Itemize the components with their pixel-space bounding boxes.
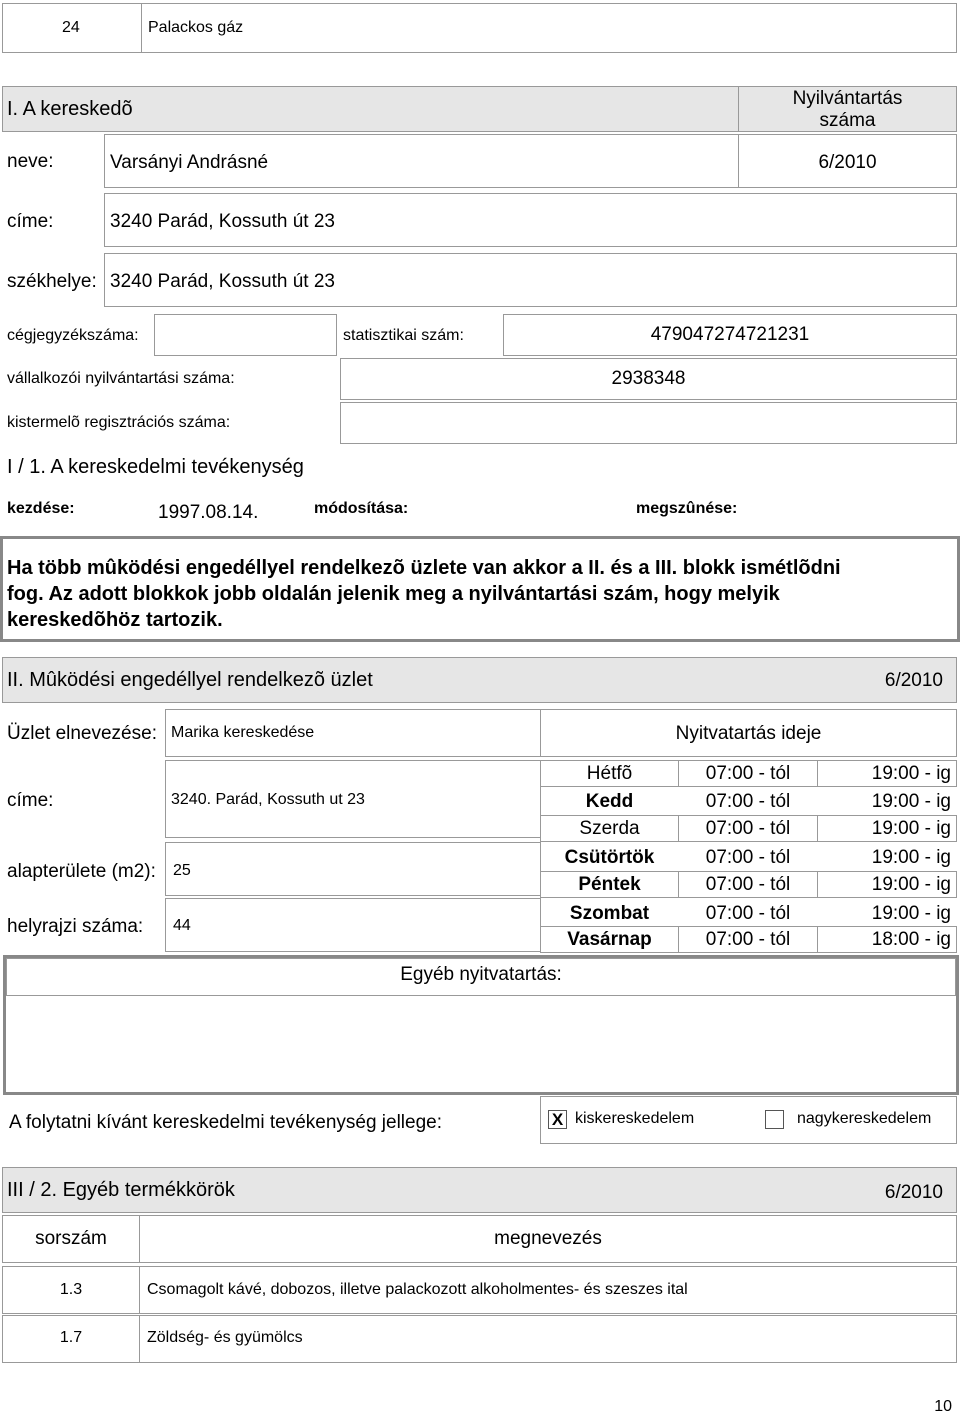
section3-reg-number: 6/2010: [884, 1182, 943, 1203]
section2-reg-number: 6/2010: [884, 670, 943, 691]
reg-number-label-2: száma: [819, 110, 876, 131]
hours-to: 19:00 - ig: [871, 818, 951, 839]
area-label: alapterülete (m2):: [7, 861, 156, 882]
hours-to: 19:00 - ig: [871, 791, 951, 812]
hours-day: Szombat: [569, 903, 650, 924]
hours-from: 07:00 - tól: [705, 847, 791, 868]
hours-from: 07:00 - tól: [705, 818, 791, 839]
shop-address-value: 3240. Parád, Kossuth ut 23: [171, 791, 365, 808]
smallholder-field: [340, 402, 957, 444]
hours-title: Nyitvatartás ideje: [675, 723, 822, 744]
area-field: [165, 842, 541, 896]
address-label: címe:: [7, 211, 54, 232]
shop-name-value: Marika kereskedése: [171, 724, 315, 741]
retail-label: kiskereskedelem: [575, 1110, 695, 1127]
address-value: 3240 Parád, Kossuth út 23: [110, 211, 335, 232]
hours-day: Csütörtök: [564, 847, 655, 868]
row-name: Csomagolt kávé, dobozos, illetve palackozott alkoholmentes- és szeszes ital: [147, 1281, 688, 1298]
area-value: 25: [173, 862, 191, 879]
page-number: 10: [934, 1398, 952, 1415]
company-reg-field: [154, 314, 337, 356]
shop-name-label: Üzlet elnevezése:: [7, 723, 157, 744]
hours-day: Péntek: [578, 874, 641, 895]
row-no: 1.7: [59, 1329, 83, 1346]
section1-1-title: I / 1. A kereskedelmi tevékenység: [7, 456, 304, 478]
name-value: Varsányi Andrásné: [110, 152, 269, 173]
stat-value: 479047274721231: [650, 324, 810, 345]
hours-to: 19:00 - ig: [871, 874, 951, 895]
name-label: neve:: [7, 151, 54, 172]
notice-line-2: fog. Az adott blokkok jobb oldalán jelenik meg a nyilvántartási szám, hogy melyik: [7, 583, 780, 605]
seat-label: székhelye:: [7, 271, 97, 292]
start-value: 1997.08.14.: [158, 502, 259, 523]
hours-day: Szerda: [579, 818, 640, 839]
reg-number-label-1: Nyilvántartás: [792, 88, 903, 109]
header-number: 24: [62, 19, 80, 36]
notice-line-3: kereskedõhöz tartozik.: [7, 609, 223, 631]
notice-line-1: Ha több mûködési engedéllyel rendelkezõ üzlete van akkor a II. és a III. blokk ismétlõdni: [7, 557, 841, 579]
plot-label: helyrajzi száma:: [7, 916, 144, 937]
start-label: kezdése:: [7, 500, 75, 517]
company-reg-label: cégjegyzékszáma:: [7, 327, 139, 344]
hours-day: Kedd: [585, 791, 634, 812]
end-label: megszûnése:: [636, 500, 738, 517]
seat-value: 3240 Parád, Kossuth út 23: [110, 271, 335, 292]
reg-number-value: 6/2010: [818, 152, 877, 173]
col-name-header: megnevezés: [494, 1228, 602, 1249]
hours-from: 07:00 - tól: [705, 763, 791, 784]
smallholder-label: kistermelõ regisztrációs száma:: [7, 414, 231, 431]
row-no: 1.3: [59, 1281, 83, 1298]
header-name-cell: [141, 3, 957, 53]
header-name: Palackos gáz: [148, 19, 244, 36]
hours-to: 19:00 - ig: [871, 903, 951, 924]
section2-title: II. Mûködési engedéllyel rendelkezõ üzlet: [7, 669, 373, 691]
hours-to: 19:00 - ig: [871, 847, 951, 868]
hours-from: 07:00 - tól: [705, 903, 791, 924]
section1-title: I. A kereskedõ: [7, 98, 133, 120]
hours-day: Hétfõ: [586, 763, 633, 784]
wholesale-label: nagykereskedelem: [797, 1110, 932, 1127]
hours-from: 07:00 - tól: [705, 791, 791, 812]
plot-value: 44: [173, 917, 191, 934]
shop-address-label: címe:: [7, 790, 54, 811]
activity-label: A folytatni kívánt kereskedelmi tevékenység jellege:: [9, 1112, 443, 1133]
hours-from: 07:00 - tól: [705, 929, 791, 950]
other-hours-label: Egyéb nyitvatartás:: [400, 964, 562, 985]
stat-label: statisztikai szám:: [343, 327, 464, 344]
modify-label: módosítása:: [314, 500, 409, 517]
hours-day: Vasárnap: [567, 929, 652, 950]
wholesale-checkbox[interactable]: [765, 1110, 784, 1129]
col-no-header: sorszám: [35, 1228, 107, 1249]
entrepreneur-label: vállalkozói nyilvántartási száma:: [7, 370, 235, 387]
section3-title: III / 2. Egyéb termékkörök: [7, 1179, 235, 1201]
retail-checkbox[interactable]: X: [548, 1110, 567, 1129]
hours-to: 19:00 - ig: [871, 763, 951, 784]
entrepreneur-value: 2938348: [611, 368, 686, 389]
plot-field: [165, 898, 541, 952]
hours-from: 07:00 - tól: [705, 874, 791, 895]
hours-to: 18:00 - ig: [871, 929, 951, 950]
row-name: Zöldség- és gyümölcs: [147, 1329, 303, 1346]
